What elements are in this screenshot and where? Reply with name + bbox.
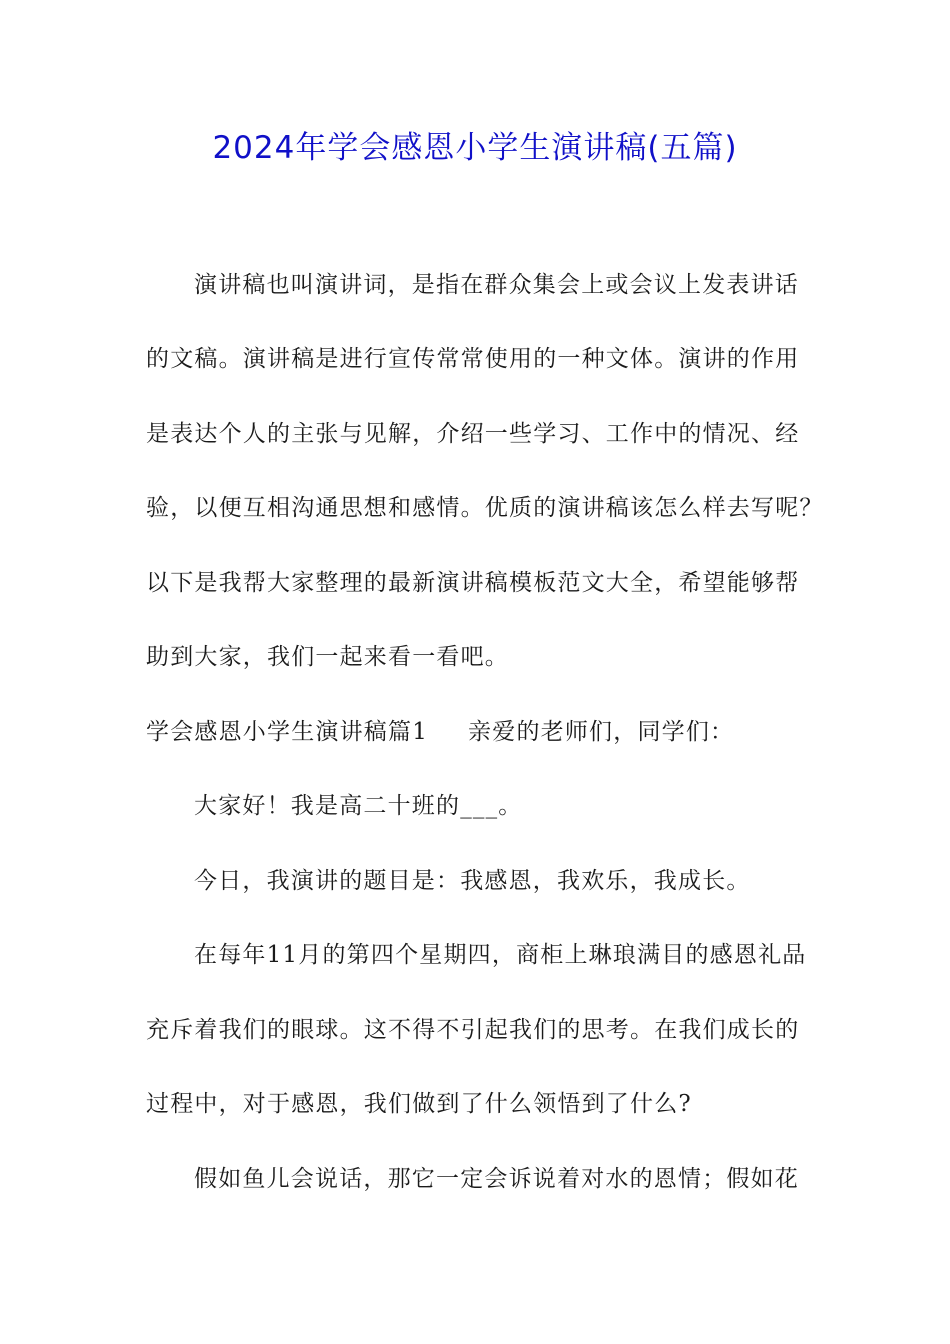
body-line-6: 假如鱼儿会说话，那它一定会诉说着对水的恩情；假如花 — [194, 1166, 799, 1192]
document-title: 2024年学会感恩小学生演讲稿(五篇) — [212, 130, 738, 166]
body-line-3: 在每年11月的第四个星期四，商柜上琳琅满目的感恩礼品 — [194, 942, 807, 968]
body-line-1: 大家好！我是高二十班的___。 — [194, 793, 523, 819]
intro-line-4: 验，以便互相沟通思想和感情。优质的演讲稿该怎么样去写呢？ — [146, 495, 824, 521]
intro-line-1: 演讲稿也叫演讲词，是指在群众集会上或会议上发表讲话 — [194, 272, 799, 298]
salutation: 亲爱的老师们，同学们： — [468, 719, 735, 745]
body-line-2: 今日，我演讲的题目是：我感恩，我欢乐，我成长。 — [194, 868, 751, 894]
body-line-4: 充斥着我们的眼球。这不得不引起我们的思考。在我们成长的 — [146, 1017, 800, 1043]
intro-line-3: 是表达个人的主张与见解，介绍一些学习、工作中的情况、经 — [146, 421, 800, 447]
body-line-5: 过程中，对于感恩，我们做到了什么领悟到了什么? — [146, 1091, 692, 1117]
intro-line-5: 以下是我帮大家整理的最新演讲稿模板范文大全，希望能够帮 — [146, 570, 800, 596]
section-heading-row — [146, 717, 734, 747]
intro-line-6: 助到大家，我们一起来看一看吧。 — [146, 644, 509, 670]
intro-line-2: 的文稿。演讲稿是进行宣传常常使用的一种文体。演讲的作用 — [146, 346, 800, 372]
section-heading: 学会感恩小学生演讲稿篇1 — [146, 719, 429, 745]
